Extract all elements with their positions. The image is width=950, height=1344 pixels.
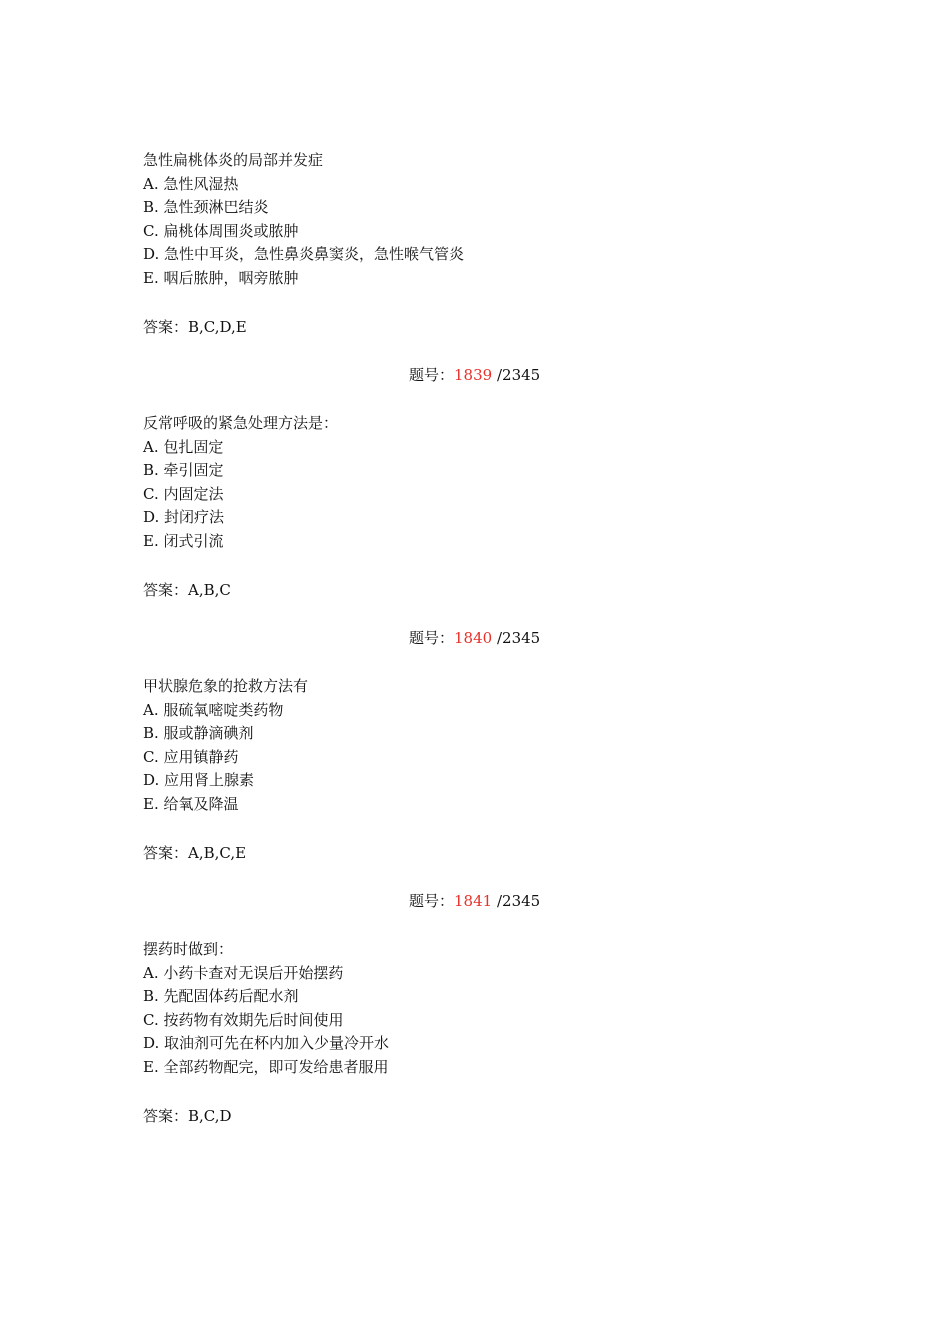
option-a: A. 包扎固定 [143,437,224,456]
option-e: E. 咽后脓肿，咽旁脓肿 [143,268,299,287]
answer-text: 答案：A,B,C [143,581,231,599]
question-text: 反常呼吸的紧急处理方法是： [143,414,339,432]
option-d: D. 应用肾上腺素 [143,771,255,789]
question-text: 甲状腺危象的抢救方法有 [143,677,309,695]
question-number-label: 题号： [409,629,455,647]
question-number [143,889,843,913]
option-b: B. 急性颈淋巴结炎 [143,198,269,216]
option-e: E. 闭式引流 [143,531,224,550]
question-text: 摆药时做到： [143,940,234,958]
option-c: C. 应用镇静药 [143,747,239,766]
question-number-total: /2345 [492,366,541,384]
option-e: E. 全部药物配完，即可发给患者服用 [143,1057,389,1076]
question-number-label: 题号： [409,892,455,910]
option-d: D. 取油剂可先在杯内加入少量冷开水 [143,1034,390,1052]
option-b: B. 牵引固定 [143,461,224,479]
option-e: E. 给氧及降温 [143,794,239,813]
question-block [143,938,843,1128]
question-number-value: 1841 [454,892,493,910]
answer-text: 答案：B,C,D,E [143,318,247,336]
answer-text: 答案：A,B,C,E [143,844,247,862]
option-c: C. 按药物有效期先后时间使用 [143,1010,344,1029]
question-number-total: /2345 [492,892,541,910]
question-number-value: 1840 [454,629,493,647]
option-c: C. 扁桃体周围炎或脓肿 [143,221,299,240]
option-d: D. 急性中耳炎，急性鼻炎鼻窦炎，急性喉气管炎 [143,245,465,263]
option-a: A. 小药卡查对无误后开始摆药 [143,963,344,982]
question-number-total: /2345 [492,629,541,647]
option-d: D. 封闭疗法 [143,508,225,526]
question-list [143,149,843,1128]
option-a: A. 急性风湿热 [143,174,239,193]
question-number-label: 题号： [409,366,455,384]
question-number [143,626,843,650]
question-block [143,675,843,865]
option-c: C. 内固定法 [143,484,224,503]
question-block [143,412,843,602]
option-b: B. 先配固体药后配水剂 [143,987,299,1005]
option-b: B. 服或静滴碘剂 [143,724,254,742]
question-block [143,149,843,339]
question-number-value: 1839 [454,366,493,384]
answer-text: 答案：B,C,D [143,1107,232,1125]
question-number [143,363,843,387]
question-text: 急性扁桃体炎的局部并发症 [143,151,324,169]
option-a: A. 服硫氧嘧啶类药物 [143,700,284,719]
